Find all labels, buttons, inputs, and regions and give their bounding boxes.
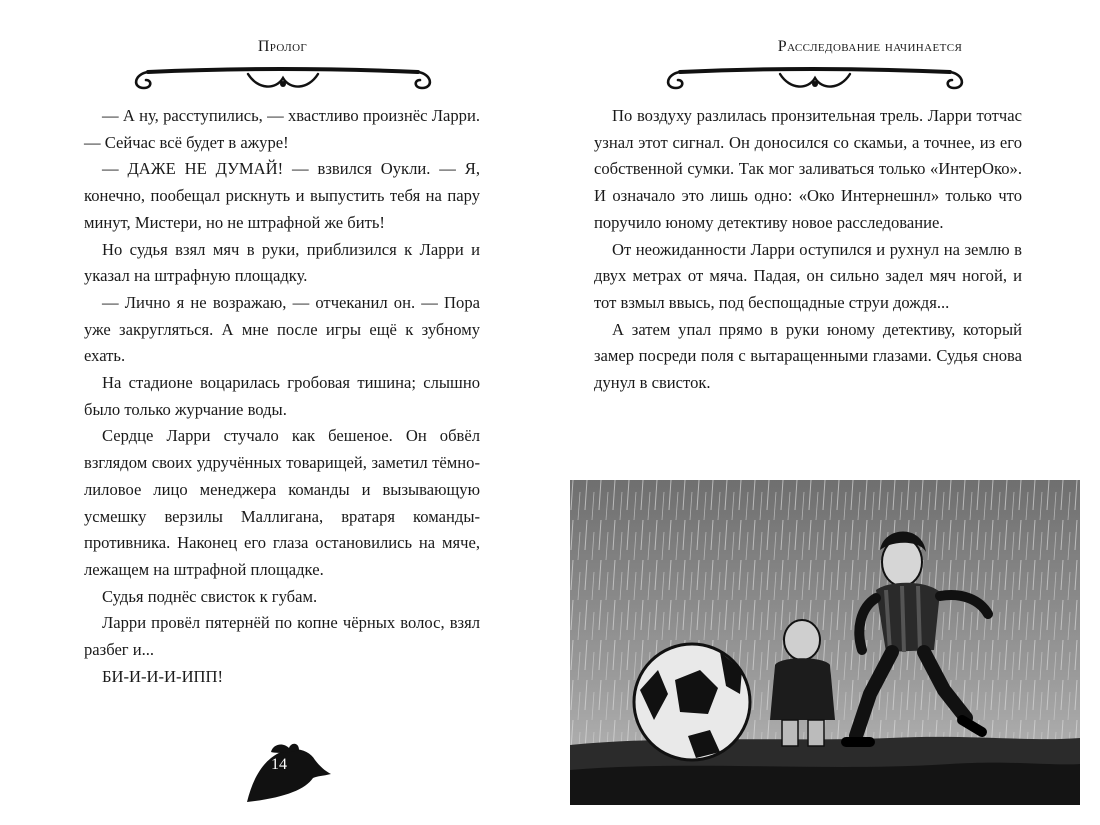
ornament-divider-right: [660, 60, 970, 100]
body-text-left: [84, 103, 480, 690]
football-rain-illustration: [570, 480, 1080, 805]
paragraph: — А ну, расступились, — хвастливо произнёс Ларри. — Сейчас всё будет в ажуре!: [84, 106, 480, 152]
page-number: 14: [271, 756, 287, 773]
paragraph: А затем упал прямо в руки юному детективу, который замер посреди поля с вытаращенными глазами. Судья снова дунул в свисток.: [594, 319, 1022, 393]
body-text-right: [594, 103, 1022, 397]
paragraph: Судья поднёс свисток к губам.: [102, 586, 318, 606]
paragraph: БИ-И-И-И-ИПП!: [102, 666, 224, 686]
running-head-right: Расследование начинается: [777, 38, 963, 55]
ornament-divider-left: [128, 60, 438, 100]
paragraph: — ДАЖЕ НЕ ДУМАЙ! — взвился Оукли. — Я, конечно, пообещал рискнуть и выпустить тебя на пару минут, Мистери, но не штрафной же бить!: [84, 159, 480, 232]
paragraph: Ларри провёл пятернёй по копне чёрных волос, взял разбег и...: [84, 613, 480, 660]
running-head-left: Пролог: [257, 38, 308, 55]
paragraph: Но судья взял мяч в руки, приблизился к Ларри и указал на штрафную площадку.: [84, 239, 480, 286]
paragraph: От неожиданности Ларри оступился и рухнул на землю в двух метрах от мяча. Падая, он сильно задел мяч ногой, и тот взмыл ввысь, под беспощадные струи дождя...: [594, 239, 1022, 312]
paragraph: — Лично я не возражаю, — отчеканил он. — Пора уже закругляться. А мне после игры ещё к зубному ехать.: [84, 292, 480, 366]
paragraph: Сердце Ларри стучало как бешеное. Он обвёл взглядом своих удручённых товарищей, заметил тёмно-лиловое лицо менеджера команды и вызывающую усмешку верзилы Маллигана, вратаря команды-противника. Наконец его глаза остановились на мяче, лежащем на штрафной площадке.: [84, 426, 480, 579]
paragraph: По воздуху разлилась пронзительная трель. Ларри тотчас узнал этот сигнал. Он доносился со скамьи, а точнее, из его собственной сумки. Так мог заливаться только «ИнтерОко». И означало это лишь одно: «Око Интернешнл» только что поручило юному детективу новое расследование.: [594, 106, 1022, 232]
paragraph: На стадионе воцарилась гробовая тишина; слышно было только журчание воды.: [84, 373, 480, 419]
